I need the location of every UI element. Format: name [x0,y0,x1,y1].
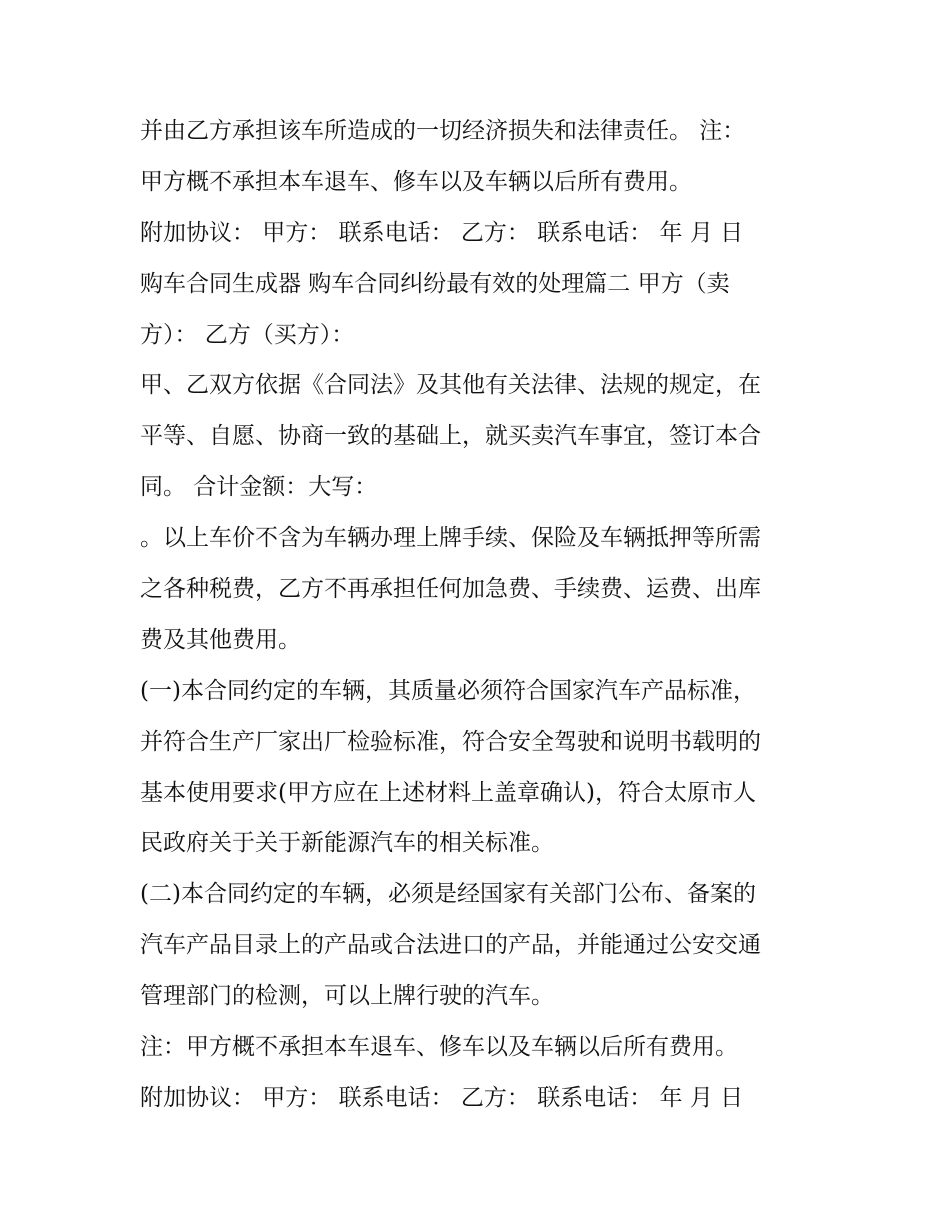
text-line: 民政府关于关于新能源汽车的相关标准。 [140,830,554,857]
text-line: 汽车产品目录上的产品或合法进口的产品，并能通过公安交通 [140,932,761,959]
text-line: 方）： 乙方（买方）： [140,321,355,348]
text-line: (一)本合同约定的车辆，其质量必须符合国家汽车产品标准， [140,677,756,704]
text-line: 基本使用要求(甲方应在上述材料上盖章确认)，符合太原市人 [140,779,756,806]
text-line: 甲方概不承担本车退车、修车以及车辆以后所有费用。 [140,168,692,195]
text-line: 平等、自愿、协商一致的基础上，就买卖汽车事宜，签订本合 [140,423,761,450]
text-line: 甲、乙双方依据《合同法》及其他有关法律、法规的规定，在 [140,372,761,399]
text-line: 之各种税费，乙方不再承担任何加急费、手续费、运费、出库 [140,576,761,603]
text-line: 费及其他费用。 [140,626,301,653]
document-body [140,106,820,1124]
text-line: 附加协议： 甲方： 联系电话： 乙方： 联系电话： 年 月 日 [140,219,744,246]
text-line: 注：甲方概不承担本车退车、修车以及车辆以后所有费用。 [140,1034,738,1061]
text-line: 同。 合计金额：大写： [140,474,378,501]
text-line: (二)本合同约定的车辆，必须是经国家有关部门公布、备案的 [140,881,756,908]
text-line: 并符合生产厂家出厂检验标准，符合安全驾驶和说明书载明的 [140,728,761,755]
text-line: 购车合同生成器 购车合同纠纷最有效的处理篇二 甲方（卖 [140,270,730,297]
text-line: 并由乙方承担该车所造成的一切经济损失和法律责任。 注： [140,118,746,144]
text-line: 。以上车价不含为车辆办理上牌手续、保险及车辆抵押等所需 [140,525,761,552]
text-line: 附加协议： 甲方： 联系电话： 乙方： 联系电话： 年 月 日 [140,1084,744,1111]
text-line: 管理部门的检测，可以上牌行驶的汽车。 [140,983,554,1010]
